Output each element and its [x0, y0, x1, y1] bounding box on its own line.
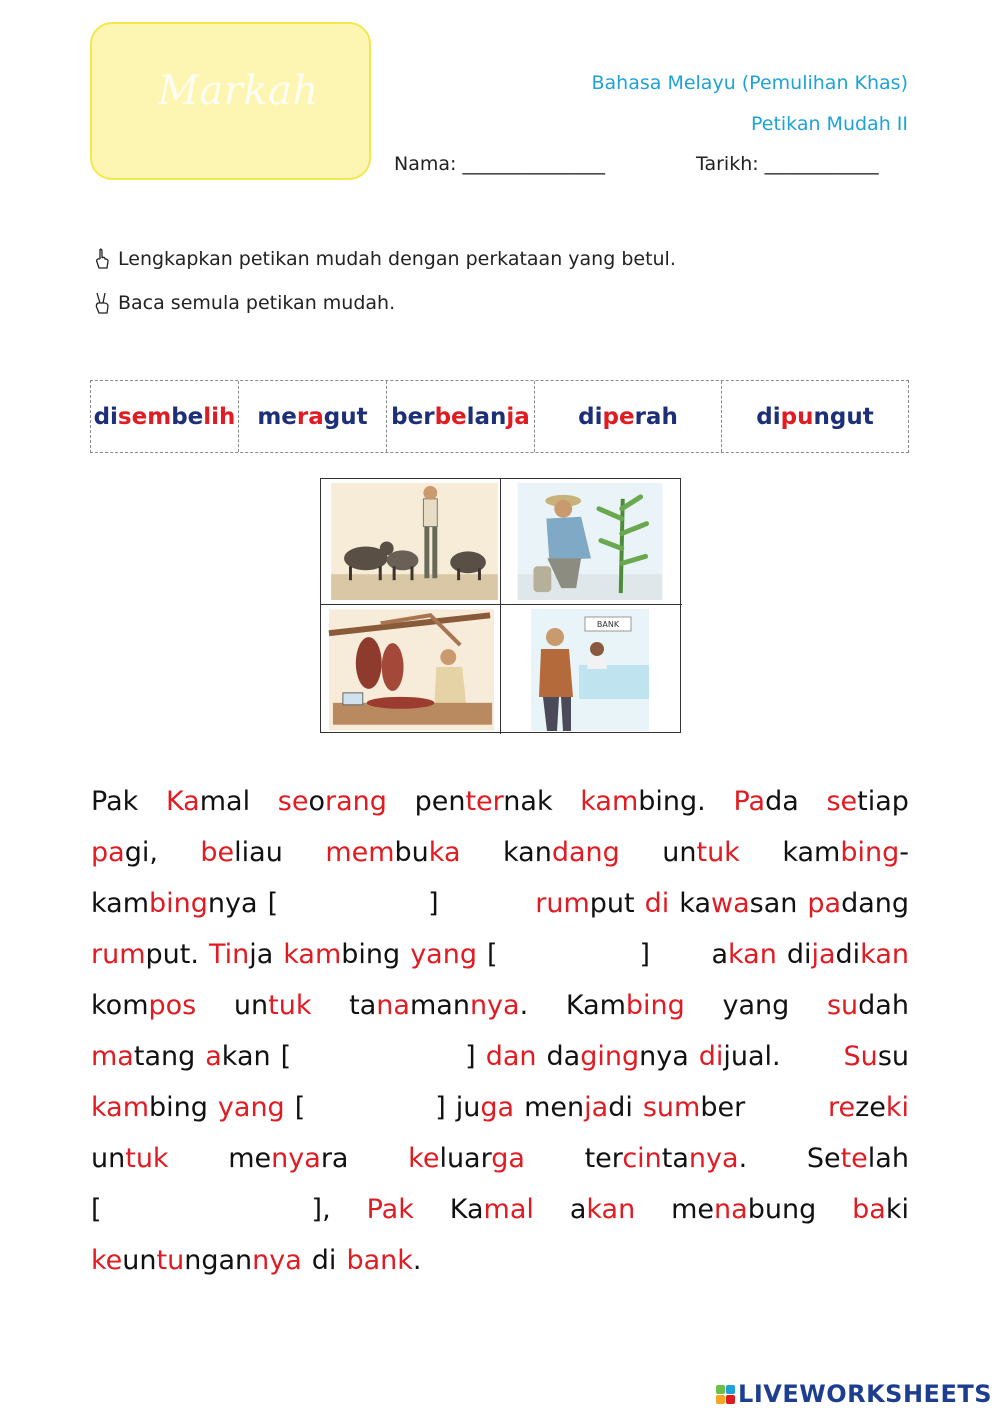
passage-word: dijual.: [698, 1041, 781, 1072]
passage-word: Kambing: [565, 990, 685, 1021]
passage-word: baki: [852, 1194, 909, 1225]
passage-word: untuk: [91, 1143, 169, 1174]
passage-word: keluarga: [408, 1143, 525, 1174]
picture-grid: [320, 478, 681, 733]
blank-4[interactable]: [ ]: [294, 1092, 446, 1123]
passage-word: akan: [205, 1041, 271, 1072]
passage-word: penternak: [414, 786, 553, 817]
passage-word: Pak: [91, 786, 139, 817]
passage-word: sumber: [642, 1092, 746, 1123]
passage-word: kambing-: [782, 837, 909, 868]
passage-line-1: [91, 776, 909, 827]
passage-word: membuka: [325, 837, 461, 868]
passage-line-8: [91, 1133, 909, 1184]
passage-line-5: [91, 980, 909, 1031]
bank-illustration: [501, 605, 682, 734]
picture-butcher: [321, 605, 501, 734]
passage-word: di: [311, 1245, 337, 1276]
instruction-1-text: Lengkapkan petikan mudah dengan perkataan yang betul.: [118, 248, 676, 270]
passage-line-4: [91, 929, 909, 980]
passage-word: keuntungannya: [91, 1245, 302, 1276]
passage-word: tercintanya.: [584, 1143, 748, 1174]
passage-word: bank.: [346, 1245, 422, 1276]
passage-line-7: [91, 1082, 909, 1133]
picture-farmer-goats: [321, 479, 501, 605]
passage-line-10: [91, 1235, 909, 1286]
blank-5[interactable]: [ ],: [91, 1194, 331, 1225]
passage: [91, 776, 909, 1286]
passage-word: rumput.: [91, 939, 199, 970]
passage-word: menabung: [671, 1194, 817, 1225]
victory-hand-icon: [92, 292, 112, 314]
marks-box: [90, 22, 371, 180]
passage-word: Pada: [733, 786, 799, 817]
passage-word: yang: [217, 1092, 285, 1123]
passage-word: kambing: [91, 1092, 208, 1123]
farmer-goats-illustration: [321, 479, 500, 604]
word-bank-item[interactable]: [387, 381, 535, 452]
passage-word: Kamal: [165, 786, 251, 817]
word-dipungut: dipungut: [756, 403, 874, 430]
passage-word: menjadi: [524, 1092, 633, 1123]
passage-line-6: [91, 1031, 909, 1082]
passage-word: padang: [807, 888, 909, 919]
passage-word: seorang: [277, 786, 387, 817]
passage-word: juga: [455, 1092, 515, 1123]
passage-word: kambing.: [580, 786, 706, 817]
word-meragut: meragut: [257, 403, 368, 430]
passage-word: kawasan: [679, 888, 798, 919]
subject-title: Bahasa Melayu (Pemulihan Khas): [591, 72, 908, 94]
passage-word: untuk: [662, 837, 740, 868]
word-bank-item[interactable]: [239, 381, 387, 452]
passage-word: di: [644, 888, 670, 919]
passage-line-9: [91, 1184, 909, 1235]
instruction-2-text: Baca semula petikan mudah.: [118, 292, 396, 314]
word-bank-item[interactable]: [91, 381, 239, 452]
passage-word: menyara: [228, 1143, 349, 1174]
passage-word: dagingnya: [546, 1041, 689, 1072]
passage-word: setiap: [826, 786, 909, 817]
name-field[interactable]: Nama: _______________: [394, 153, 605, 175]
passage-word: akan: [569, 1194, 636, 1225]
passage-word: yang: [410, 939, 477, 970]
passage-word: Kamal: [449, 1194, 534, 1225]
pointing-hand-icon: [92, 248, 112, 270]
worksheet-subtitle: Petikan Mudah II: [750, 113, 908, 135]
word-diperah: diperah: [578, 403, 678, 430]
passage-word: dan: [485, 1041, 537, 1072]
farmer-corn-illustration: [501, 479, 682, 604]
passage-word: kompos: [91, 990, 197, 1021]
butcher-illustration: [321, 605, 500, 734]
passage-word: pagi,: [91, 837, 158, 868]
blank-3[interactable]: [ ]: [280, 1041, 476, 1072]
date-field[interactable]: Tarikh: ____________: [696, 153, 879, 175]
liveworksheets-logo: [716, 1380, 992, 1408]
picture-farmer-corn: [501, 479, 682, 605]
picture-bank: [501, 605, 682, 734]
passage-word: rezeki: [827, 1092, 909, 1123]
passage-line-2: [91, 827, 909, 878]
passage-word: kambing: [283, 939, 401, 970]
logo-text: LIVEWORKSHEETS: [738, 1380, 992, 1408]
passage-word: Pak: [366, 1194, 414, 1225]
passage-word: untuk: [233, 990, 312, 1021]
word-berbelanja: berbelanja: [391, 403, 530, 430]
word-bank: [90, 380, 909, 453]
passage-word: kambingnya: [91, 888, 258, 919]
instruction-1: [92, 248, 676, 270]
blank-2[interactable]: [ ]: [486, 939, 651, 970]
blank-1[interactable]: [ ]: [267, 888, 439, 919]
passage-word: kandang: [503, 837, 620, 868]
passage-word: beliau: [200, 837, 283, 868]
instruction-2: [92, 292, 395, 314]
passage-word: sudah: [826, 990, 909, 1021]
word-disembelih: disembelih: [93, 403, 236, 430]
passage-word: dijadikan: [786, 939, 909, 970]
passage-word: Tinja: [208, 939, 274, 970]
word-bank-item[interactable]: [535, 381, 722, 452]
word-bank-item[interactable]: [722, 381, 908, 452]
passage-word: yang: [722, 990, 790, 1021]
marks-label: Markah: [158, 68, 319, 114]
passage-word: rumput: [535, 888, 635, 919]
bank-sign: BANK: [596, 620, 620, 629]
passage-word: matang: [91, 1041, 196, 1072]
passage-line-3: [91, 878, 909, 929]
passage-word: akan: [711, 939, 777, 970]
passage-word: Susu: [843, 1041, 909, 1072]
passage-word: tanamannya.: [349, 990, 529, 1021]
logo-blocks-icon: [716, 1385, 735, 1404]
passage-word: Setelah: [806, 1143, 909, 1174]
